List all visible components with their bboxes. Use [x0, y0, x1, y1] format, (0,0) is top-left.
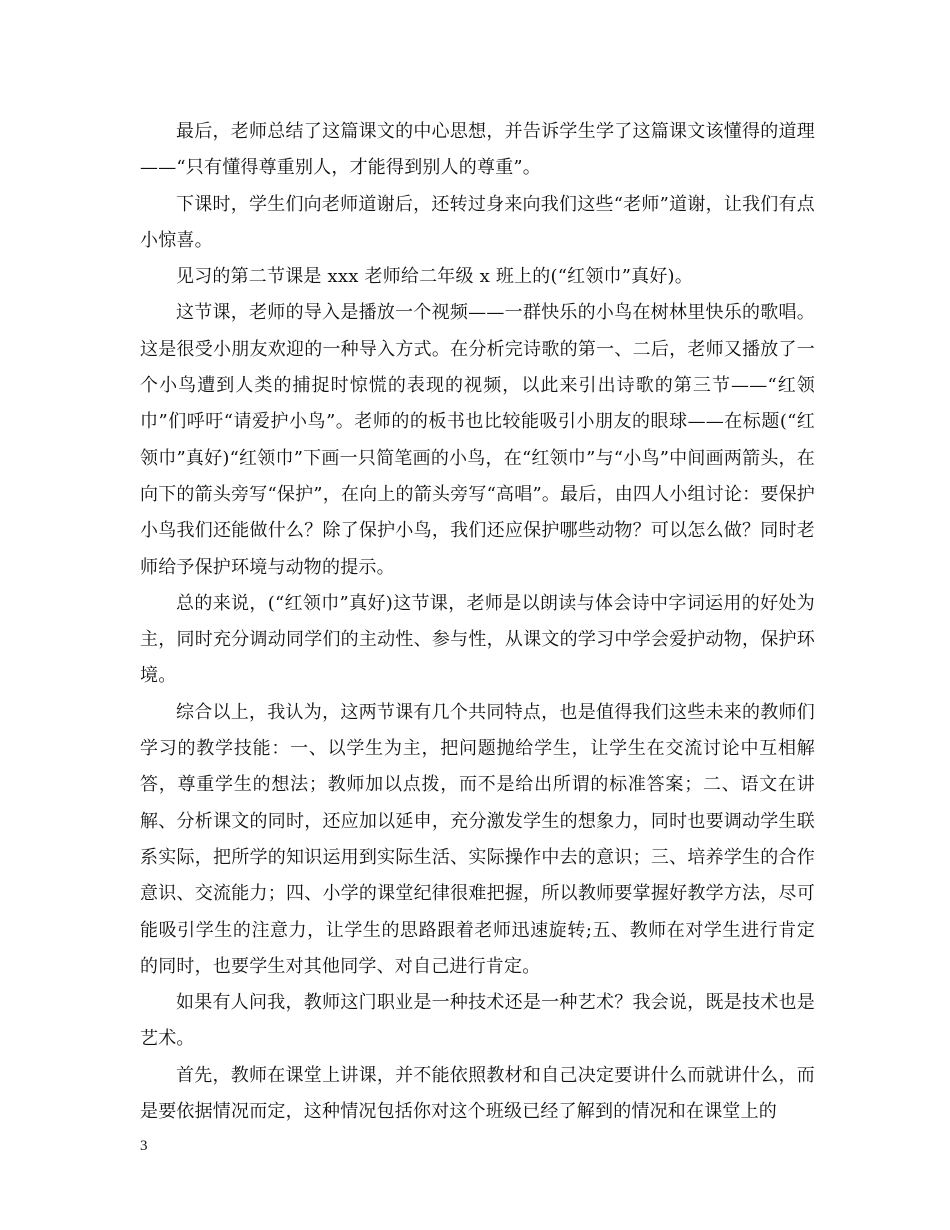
paragraph-2: 下课时，学生们向老师道谢后，还转过身来向我们这些“老师”道谢，让我们有点小惊喜。 [140, 193, 815, 251]
paragraph-5: 总的来说，(“红领巾”真好)这节课，老师是以朗读与体会诗中字词运用的好处为主，同时充分调动同学们的主动性、参与性，从课文的学习中学会爱护动物，保护环境。 [140, 592, 815, 687]
paragraph-3: 见习的第二节课是 xxx 老师给二年级 x 班上的(“红领巾”真好)。 [176, 266, 693, 288]
paragraph-4: 这节课，老师的导入是播放一个视频——一群快乐的小鸟在树林里快乐的歌唱。这是很受小朋友欢迎的一种导入方式。在分析完诗歌的第一、二后，老师又播放了一个小鸟遭到人类的捕捉时惊慌的表现的视频，以此来引出诗歌的第三节——“红领巾”们呼吁“请爱护小鸟”。老师的的板书也比较能吸引小朋友的眼球——在标题(“红领巾”真好)“红领巾”下画一只简笔画的小鸟，在“红领巾”与“小鸟”中间画两箭头，在向下的箭头旁写“保护”，在向上的箭头旁写“高唱”。最后，由四人小组讨论：要保护小鸟我们还能做什么？除了保护小鸟，我们还应保护哪些动物？可以怎么做？同时老师给予保护环境与动物的提示。 [140, 302, 815, 578]
paragraph-1: 最后，老师总结了这篇课文的中心思想，并告诉学生学了这篇课文该懂得的道理——“只有懂得尊重别人，才能得到别人的尊重”。 [140, 121, 815, 179]
paragraph-7: 如果有人问我，教师这门职业是一种技术还是一种艺术？我会说，既是技术也是艺术。 [140, 992, 815, 1050]
paragraph-6: 综合以上，我认为，这两节课有几个共同特点，也是值得我们这些未来的教师们学习的教学技能：一、以学生为主，把问题抛给学生，让学生在交流讨论中互相解答，尊重学生的想法；教师加以点拨，而不是给出所谓的标准答案；二、语文在讲解、分析课文的同时，还应加以延申，充分激发学生的想象力，同时也要调动学生联系实际，把所学的知识运用到实际生活、实际操作中去的意识；三、培养学生的合作意识、交流能力；四、小学的课堂纪律很难把握，所以教师要掌握好教学方法，尽可能吸引学生的注意力，让学生的思路跟着老师迅速旋转;五、教师在对学生进行肯定的同时，也要学生对其他同学、对自己进行肯定。 [140, 701, 815, 977]
document-body [140, 114, 815, 1130]
paragraph-8: 首先，教师在课堂上讲课，并不能依照教材和自己决定要讲什么而就讲什么，而是要依据情况而定，这种情况包括你对这个班级已经了解到的情况和在课堂上的 [140, 1064, 815, 1123]
page-number: 3 [140, 1138, 148, 1154]
